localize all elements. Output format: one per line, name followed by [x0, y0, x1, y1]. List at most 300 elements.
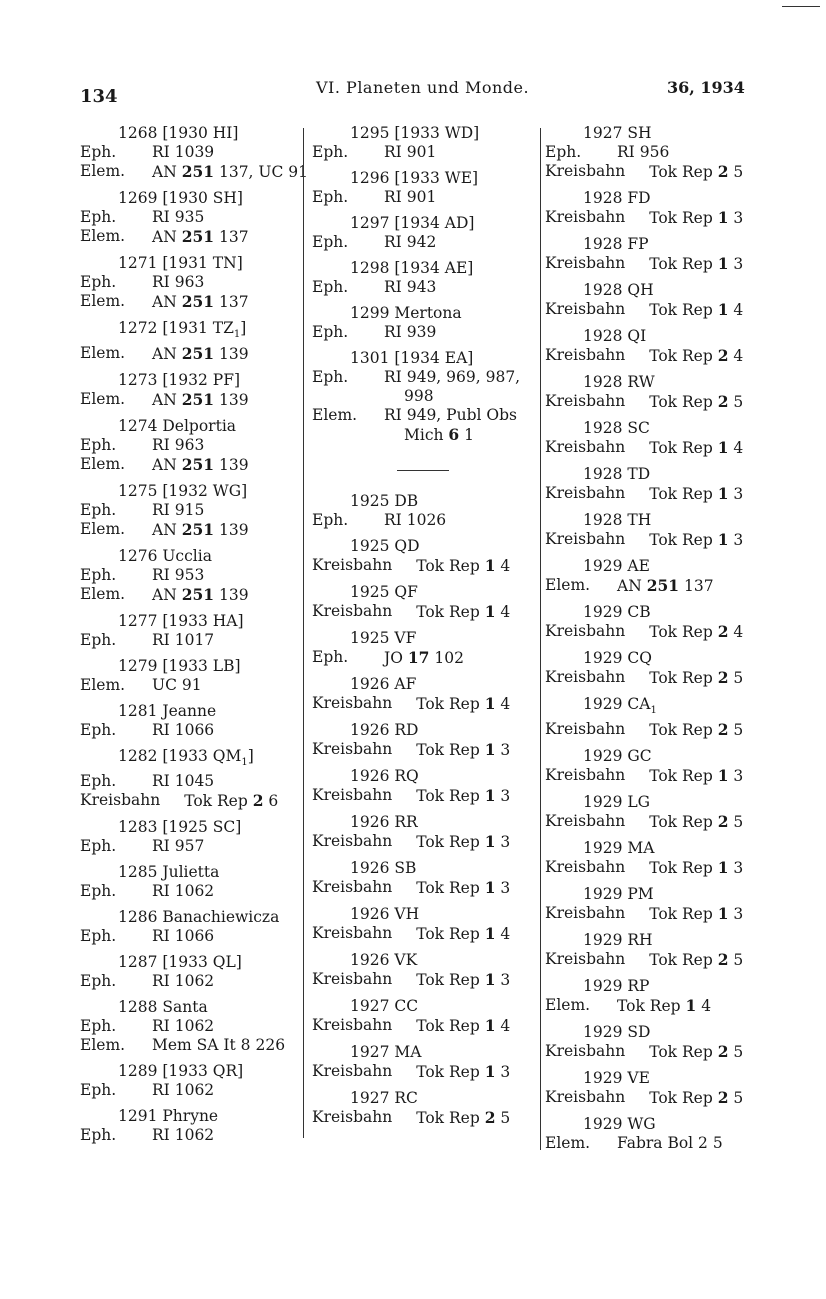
entry-designation: 1273 [1932 PF]	[118, 371, 241, 390]
reference-value: RI 1062	[152, 1126, 215, 1145]
reference-value: Tok Rep 1 3	[649, 208, 744, 227]
reference-line	[545, 858, 770, 878]
planet-entry	[80, 702, 302, 740]
reference-value: Tok Rep 2 5	[649, 392, 744, 411]
entry-designation: 1927 RC	[350, 1089, 418, 1107]
entry-designation: 1928 FD	[583, 189, 651, 207]
reference-line	[80, 162, 308, 182]
planet-entry	[312, 951, 538, 990]
entry-designation: 1928 QH	[583, 281, 654, 299]
entry-designation: 1926 VH	[350, 905, 420, 923]
reference-line	[545, 438, 770, 458]
entry-designation: 1929 CQ	[583, 649, 652, 667]
entry-designation: 1925 QF	[350, 583, 418, 601]
reference-value: Tok Rep 2 5	[649, 812, 744, 832]
reference-label: Elem.	[80, 455, 126, 474]
entry-designation: 1291 Phryne	[118, 1107, 219, 1126]
running-head-right: 36, 1934	[667, 78, 745, 97]
reference-line	[80, 273, 302, 292]
reference-label: Kreisbahn	[312, 602, 393, 620]
entry-designation: 1929 RP	[583, 977, 650, 996]
entry-designation: 1928 QI	[583, 327, 647, 345]
reference-line	[312, 511, 538, 530]
reference-value: RI 943	[384, 278, 437, 296]
planet-entry	[312, 675, 538, 714]
reference-label: Kreisbahn	[545, 392, 626, 410]
entry-designation: 1271 [1931 TN]	[118, 254, 243, 272]
reference-label: Eph.	[80, 143, 117, 161]
entry-designation: 1929 VE	[583, 1069, 650, 1088]
reference-label: Eph.	[80, 208, 117, 226]
reference-line	[545, 530, 770, 550]
reference-label: Kreisbahn	[312, 1062, 393, 1080]
reference-value: RI 957	[152, 837, 205, 856]
reference-line	[545, 904, 770, 924]
entry-designation: 1928 FP	[583, 235, 649, 253]
planet-entry	[80, 371, 302, 410]
entry-designation: 1929 SD	[583, 1023, 651, 1042]
reference-line	[312, 740, 538, 760]
reference-label: Elem.	[545, 576, 591, 594]
reference-value: Tok Rep 1 3	[649, 858, 744, 878]
planet-entry	[545, 189, 770, 228]
reference-value: RI 953	[152, 566, 205, 585]
reference-line	[80, 1036, 302, 1055]
planet-entry	[312, 905, 538, 944]
reference-line	[312, 924, 538, 944]
reference-continuation: 998	[404, 387, 434, 405]
reference-value: Tok Rep 2 5	[649, 720, 744, 740]
reference-label: Kreisbahn	[545, 812, 626, 831]
reference-label: Kreisbahn	[545, 904, 626, 923]
reference-label: Kreisbahn	[545, 622, 626, 640]
reference-line	[80, 292, 302, 312]
entry-designation: 1927 MA	[350, 1043, 422, 1061]
planet-entry	[312, 813, 538, 852]
reference-value: Tok Rep 2 4	[649, 622, 744, 641]
planet-entry	[80, 818, 302, 856]
reference-line	[545, 254, 770, 274]
reference-line	[545, 576, 770, 596]
reference-label: Kreisbahn	[312, 1016, 393, 1034]
reference-line	[545, 162, 770, 182]
reference-label: Kreisbahn	[545, 254, 626, 272]
reference-line	[545, 950, 770, 970]
reference-label: Kreisbahn	[312, 832, 393, 850]
reference-line	[545, 766, 770, 786]
page-number: 134	[80, 86, 118, 107]
reference-line	[80, 676, 302, 695]
reference-line	[80, 143, 302, 162]
entry-designation: 1925 DB	[350, 492, 419, 510]
reference-label: Elem.	[80, 390, 126, 409]
entry-designation: 1276 Ucclia	[118, 547, 212, 566]
reference-line	[545, 1088, 770, 1108]
reference-line	[80, 1126, 302, 1145]
entry-designation: 1297 [1934 AD]	[350, 214, 475, 232]
reference-line	[80, 208, 302, 227]
planet-entry	[545, 793, 770, 832]
planet-entry	[545, 465, 770, 504]
column-1	[80, 124, 308, 1152]
reference-value: Tok Rep 1 4	[416, 602, 511, 621]
planet-entry	[545, 235, 770, 274]
reference-label: Elem.	[80, 676, 126, 695]
reference-line	[80, 344, 302, 364]
reference-label: Kreisbahn	[545, 300, 626, 318]
entry-designation: 1929 WG	[583, 1115, 656, 1134]
entry-designation: 1929 PM	[583, 885, 654, 904]
entry-designation: 1296 [1933 WE]	[350, 169, 479, 187]
reference-value: Tok Rep 1 3	[649, 530, 744, 549]
reference-line	[545, 1134, 770, 1153]
reference-label: Kreisbahn	[312, 556, 393, 574]
reference-label: Eph.	[312, 648, 349, 666]
reference-value: RI 942	[384, 233, 437, 251]
reference-label: Kreisbahn	[545, 1042, 626, 1061]
reference-line	[80, 882, 302, 901]
planet-entry	[312, 997, 538, 1036]
reference-value: RI 901	[384, 188, 437, 206]
reference-value: RI 1066	[152, 721, 215, 740]
reference-value: RI 1062	[152, 1081, 215, 1100]
planet-entry	[312, 721, 538, 760]
reference-value: RI 939	[384, 323, 437, 341]
reference-label: Kreisbahn	[545, 720, 626, 739]
reference-label: Kreisbahn	[545, 484, 626, 502]
reference-label: Kreisbahn	[312, 970, 393, 988]
entry-designation: 1925 QD	[350, 537, 420, 555]
reference-value: UC 91	[152, 676, 202, 695]
reference-label: Kreisbahn	[312, 740, 393, 758]
planet-entry	[545, 373, 770, 412]
planet-entry	[312, 124, 538, 162]
reference-value: RI 1017	[152, 631, 215, 650]
reference-label: Kreisbahn	[545, 668, 626, 686]
reference-label: Kreisbahn	[545, 766, 626, 785]
reference-line	[80, 972, 302, 991]
reference-line	[545, 208, 770, 228]
planet-entry	[545, 839, 770, 878]
reference-label: Kreisbahn	[545, 438, 626, 456]
reference-line	[80, 585, 302, 605]
reference-line	[545, 622, 770, 642]
reference-line	[80, 1017, 302, 1036]
reference-line	[545, 300, 770, 320]
planet-entry	[80, 189, 302, 247]
entry-designation: 1926 AF	[350, 675, 417, 693]
reference-line	[545, 812, 770, 832]
reference-label: Kreisbahn	[545, 530, 626, 548]
entry-designation: 1288 Santa	[118, 998, 208, 1017]
reference-value: Tok Rep 1 4	[649, 300, 744, 319]
reference-label: Eph.	[312, 368, 349, 386]
entry-designation: 1279 [1933 LB]	[118, 657, 241, 676]
planet-entry	[545, 557, 770, 596]
reference-label: Elem.	[80, 585, 126, 604]
reference-value: Tok Rep 2 5	[649, 1088, 744, 1108]
reference-label: Kreisbahn	[312, 924, 393, 942]
top-rule	[782, 6, 820, 7]
reference-value: Tok Rep 2 5	[649, 668, 744, 687]
reference-label: Kreisbahn	[80, 791, 161, 810]
reference-label: Elem.	[80, 162, 126, 180]
reference-value: RI 935	[152, 208, 205, 226]
reference-line	[545, 346, 770, 366]
reference-value: RI 949, Publ Obs	[384, 406, 517, 424]
reference-value: AN 251 139	[152, 520, 249, 540]
reference-line	[312, 143, 538, 162]
reference-line	[80, 791, 302, 811]
reference-line	[312, 602, 538, 622]
planet-entry	[312, 169, 538, 207]
reference-label: Kreisbahn	[545, 950, 626, 969]
reference-value: Tok Rep 2 6	[184, 791, 279, 811]
reference-label: Eph.	[312, 233, 349, 251]
reference-label: Eph.	[80, 721, 117, 740]
reference-label: Kreisbahn	[312, 694, 393, 712]
reference-line	[312, 648, 538, 668]
entry-designation: 1929 GC	[583, 747, 652, 766]
reference-line	[80, 631, 302, 650]
planet-entry	[545, 1115, 770, 1153]
planet-entry	[80, 1062, 302, 1100]
section-separator	[312, 452, 538, 492]
entry-designation: 1281 Jeanne	[118, 702, 217, 721]
reference-value: Tok Rep 1 3	[416, 1062, 511, 1081]
reference-line	[545, 484, 770, 504]
entry-designation: 1277 [1933 HA]	[118, 612, 244, 631]
reference-value: AN 251 139	[152, 344, 249, 364]
entry-designation: 1929 MA	[583, 839, 655, 858]
reference-line	[80, 227, 302, 247]
reference-value: Tok Rep 2 5	[649, 162, 744, 181]
planet-entry	[312, 583, 538, 622]
entry-designation: 1295 [1933 WD]	[350, 124, 480, 142]
reference-value: Tok Rep 1 4	[617, 996, 712, 1016]
reference-value: AN 251 137, UC 91	[152, 162, 308, 181]
reference-value: AN 251 139	[152, 585, 249, 605]
planet-entry	[545, 1069, 770, 1108]
reference-label: Kreisbahn	[545, 858, 626, 877]
planet-entry	[80, 124, 308, 182]
reference-label: Elem.	[545, 996, 591, 1015]
reference-value: Tok Rep 1 3	[416, 740, 511, 759]
reference-continuation: Mich 6 1	[404, 425, 475, 444]
reference-label: Elem.	[80, 227, 126, 245]
reference-label: Kreisbahn	[312, 1108, 393, 1126]
reference-label: Elem.	[80, 1036, 126, 1055]
reference-label: Eph.	[80, 501, 117, 520]
reference-label: Eph.	[80, 772, 117, 791]
planet-entry	[312, 1043, 538, 1082]
reference-value: Tok Rep 1 3	[649, 904, 744, 924]
reference-value: RI 915	[152, 501, 205, 520]
planet-entry	[545, 281, 770, 320]
reference-value: RI 963	[152, 436, 205, 455]
reference-line	[80, 721, 302, 740]
column-divider-1	[303, 128, 304, 1138]
entry-designation: 1927 CC	[350, 997, 419, 1015]
reference-value: Tok Rep 2 5	[649, 1042, 744, 1062]
reference-value: RI 901	[384, 143, 437, 161]
reference-value: Fabra Bol 2 5	[617, 1134, 723, 1153]
reference-line	[312, 278, 538, 297]
reference-value: RI 1062	[152, 882, 215, 901]
planet-entry	[312, 629, 538, 668]
reference-line	[312, 323, 538, 342]
reference-value: Tok Rep 1 3	[649, 254, 744, 273]
entry-designation: 1299 Mertona	[350, 304, 462, 322]
entry-designation: 1298 [1934 AE]	[350, 259, 474, 277]
entry-designation: 1929 CB	[583, 603, 651, 621]
reference-line	[80, 1081, 302, 1100]
reference-line	[312, 694, 538, 714]
reference-value: RI 1066	[152, 927, 215, 946]
planet-entry	[312, 537, 538, 576]
entry-designation: 1289 [1933 QR]	[118, 1062, 244, 1081]
reference-line	[312, 832, 538, 852]
reference-line	[80, 390, 302, 410]
reference-line	[312, 233, 538, 252]
planet-entry	[80, 612, 302, 650]
planet-entry	[545, 931, 770, 970]
entry-designation: 1286 Banachiewicza	[118, 908, 280, 927]
reference-value: RI 956	[617, 143, 670, 161]
reference-label: Eph.	[312, 143, 349, 161]
reference-line	[312, 878, 538, 898]
reference-label: Eph.	[80, 837, 117, 856]
planet-entry	[545, 603, 770, 642]
column-divider-2	[540, 128, 541, 1150]
reference-label: Kreisbahn	[545, 162, 626, 180]
entry-designation: 1926 SB	[350, 859, 417, 877]
reference-line	[80, 501, 302, 520]
reference-value: Tok Rep 1 4	[416, 694, 511, 713]
entry-designation: 1274 Delportia	[118, 417, 237, 436]
planet-entry	[312, 767, 538, 806]
planet-entry	[545, 1023, 770, 1062]
reference-line	[312, 368, 538, 387]
reference-value: Tok Rep 1 3	[649, 766, 744, 786]
reference-label: Elem.	[312, 406, 358, 424]
planet-entry	[545, 124, 770, 182]
page-title: VI. Planeten und Monde.	[316, 78, 530, 97]
planet-entry	[80, 319, 302, 364]
reference-label: Elem.	[80, 344, 126, 363]
reference-label: Elem.	[80, 520, 126, 539]
reference-value: AN 251 139	[152, 390, 249, 410]
reference-value: RI 1026	[384, 511, 447, 529]
reference-label: Eph.	[80, 972, 117, 991]
planet-entry	[80, 953, 302, 991]
reference-label: Eph.	[80, 631, 117, 650]
reference-label: Eph.	[545, 143, 582, 161]
reference-line	[545, 996, 770, 1016]
planet-entry	[545, 327, 770, 366]
reference-line	[312, 188, 538, 207]
planet-entry	[80, 1107, 302, 1145]
reference-value: RI 949, 969, 987,	[384, 368, 521, 386]
planet-entry	[545, 419, 770, 458]
reference-label: Eph.	[312, 323, 349, 341]
planet-entry	[80, 417, 302, 475]
reference-value: AN 251 139	[152, 455, 249, 475]
entry-designation: 1287 [1933 QL]	[118, 953, 242, 972]
planet-entry	[80, 863, 302, 901]
planet-entry	[312, 259, 538, 297]
planet-entry	[545, 885, 770, 924]
entry-designation: 1926 RR	[350, 813, 418, 831]
reference-value: RI 1062	[152, 972, 215, 991]
entry-designation: 1272 [1931 $TZ_1$]	[118, 319, 247, 341]
reference-line	[80, 772, 302, 791]
reference-label: Eph.	[312, 188, 349, 206]
planet-entry	[312, 1089, 538, 1128]
reference-line	[80, 436, 302, 455]
reference-label: Eph.	[80, 1126, 117, 1145]
entry-designation: 1285 Julietta	[118, 863, 220, 882]
entry-designation: 1928 RW	[583, 373, 655, 391]
reference-value: AN 251 137	[617, 576, 714, 595]
reference-value: Tok Rep 1 4	[416, 556, 511, 575]
reference-line	[545, 720, 770, 740]
reference-line	[312, 970, 538, 990]
entry-designation: 1926 VK	[350, 951, 418, 969]
planet-entry	[80, 747, 302, 811]
planet-entry	[80, 908, 302, 946]
reference-value: AN 251 137	[152, 227, 249, 246]
entry-designation: 1929 $CA_1$	[583, 695, 657, 717]
reference-value: RI 963	[152, 273, 205, 291]
entry-designation: 1269 [1930 SH]	[118, 189, 243, 207]
reference-label: Eph.	[80, 927, 117, 946]
reference-value: Tok Rep 1 3	[416, 878, 511, 897]
reference-label: Eph.	[80, 273, 117, 291]
reference-value: Tok Rep 1 3	[649, 484, 744, 503]
planet-entry	[80, 657, 302, 695]
reference-line	[80, 520, 302, 540]
reference-value: AN 251 137	[152, 292, 249, 311]
entry-designation: 1928 SC	[583, 419, 650, 437]
entry-designation: 1282 [1933 $QM_1$]	[118, 747, 254, 769]
reference-value: Tok Rep 1 4	[416, 924, 511, 943]
reference-label: Eph.	[80, 566, 117, 585]
reference-label: Kreisbahn	[545, 1088, 626, 1107]
entry-designation: 1928 TH	[583, 511, 652, 529]
reference-label: Eph.	[80, 882, 117, 901]
reference-value: Tok Rep 1 3	[416, 832, 511, 851]
entry-designation: 1275 [1932 WG]	[118, 482, 248, 501]
reference-label: Eph.	[80, 1081, 117, 1100]
reference-label: Eph.	[80, 1017, 117, 1036]
planet-entry	[312, 349, 538, 445]
entry-designation: 1928 TD	[583, 465, 651, 483]
reference-label: Kreisbahn	[545, 346, 626, 364]
reference-label: Kreisbahn	[545, 208, 626, 226]
reference-line	[545, 143, 770, 162]
reference-value: Tok Rep 1 3	[416, 786, 511, 805]
reference-value: Tok Rep 1 3	[416, 970, 511, 989]
planet-entry	[545, 649, 770, 688]
entry-designation: 1926 RQ	[350, 767, 419, 785]
separator-rule	[397, 470, 449, 471]
planet-entry	[312, 214, 538, 252]
entry-designation: 1301 [1934 EA]	[350, 349, 474, 367]
reference-value: JO 17 102	[384, 648, 464, 667]
planet-entry	[545, 695, 770, 740]
reference-value: Mem SA It 8 226	[152, 1036, 286, 1055]
